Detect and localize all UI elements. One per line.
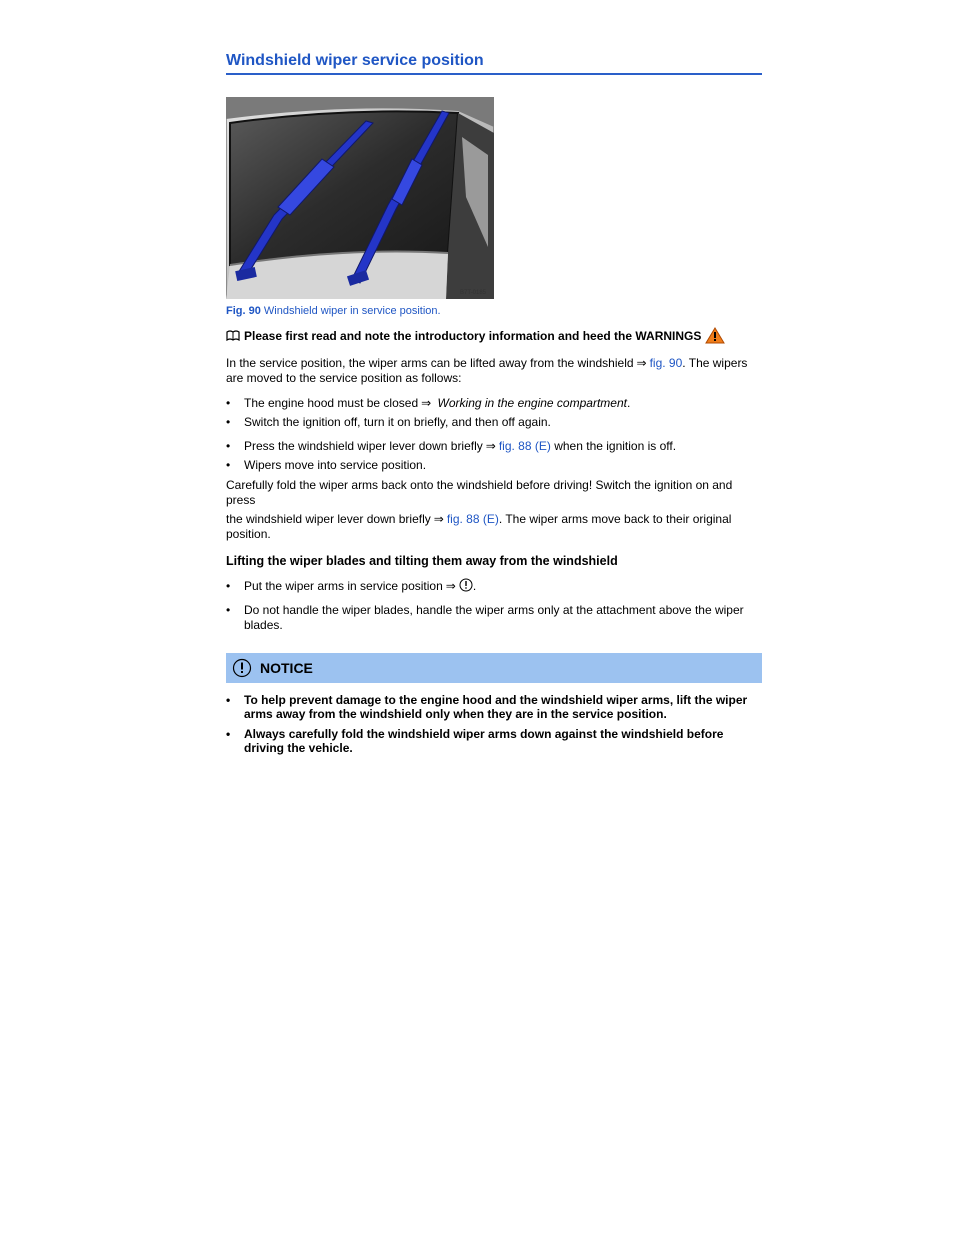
list-item: • Press the windshield wiper lever down briefly ⇒ fig. 88 (E) when the ignition is off. (226, 439, 677, 453)
notice-header (226, 653, 762, 683)
steps-list (226, 396, 762, 473)
link-fig-88-e[interactable]: fig. 88 (E) (498, 439, 551, 453)
list-item: • Switch the ignition off, turn it on briefly, and then off again. (226, 415, 551, 429)
list-item: • Always carefully fold the windshield wiper arms down against the windshield before driving the vehicle. (226, 727, 724, 755)
link-fig-90[interactable]: fig. 90 (649, 356, 683, 370)
intro-text: Please first read and note the introductory information and heed the WARNINGS (244, 328, 702, 343)
wiper-illustration (226, 97, 494, 299)
page-content (226, 52, 762, 755)
book-icon (226, 330, 240, 341)
caption-text: Windshield wiper in service position. (263, 305, 441, 317)
list-item: • Do not handle the wiper blades, handle the wiper arms only at the attachment above the wiper blades. (226, 603, 744, 632)
list-item: • Put the wiper arms in service position ⇒ . (226, 578, 477, 593)
caption-number: Fig. 90 (226, 305, 261, 317)
para1-text-end: . The wipers are moved to the service position as follows: (226, 356, 748, 385)
intro-note (226, 327, 762, 344)
link-working-engine-compartment[interactable]: Working in the engine compartment (437, 396, 627, 410)
lift-steps-list (226, 578, 762, 633)
figure-windshield-wiper (226, 97, 494, 299)
arrow-symbol: ⇒ (636, 356, 647, 370)
section-title: Windshield wiper service position (226, 52, 762, 75)
warning-triangle-icon[interactable] (705, 327, 725, 344)
link-fig-88-e-2[interactable]: fig. 88 (E) (446, 512, 499, 526)
paragraph-fold-back: Carefully fold the wiper arms back onto the windshield before driving! Switch the ignition on and press (226, 478, 733, 507)
list-item: • Wipers move into service position. (226, 458, 427, 472)
notice-list (226, 693, 762, 755)
para1-text: In the service position, the wiper arms can be lifted away from the windshield (226, 356, 634, 370)
list-item: • The engine hood must be closed ⇒ Working in the engine compartment. (226, 396, 631, 410)
figure-caption (226, 305, 762, 317)
list-item: • To help prevent damage to the engine hood and the windshield wiper arms, lift the wiper arms away from the windshield only when they are in the service position. (226, 693, 748, 721)
subsection-title: Lifting the wiper blades and tilting them away from the windshield (226, 554, 618, 568)
paragraph-service-position (226, 356, 762, 386)
notice-icon[interactable] (459, 578, 473, 592)
notice-icon (232, 658, 252, 678)
notice-label: NOTICE (260, 660, 313, 676)
paragraph-fold-back-cont: the windshield wiper lever down briefly ⇒ fig. 88 (E). The wiper arms move back to their original position. (226, 512, 732, 541)
figure-code: B7T-0185 (460, 290, 487, 296)
